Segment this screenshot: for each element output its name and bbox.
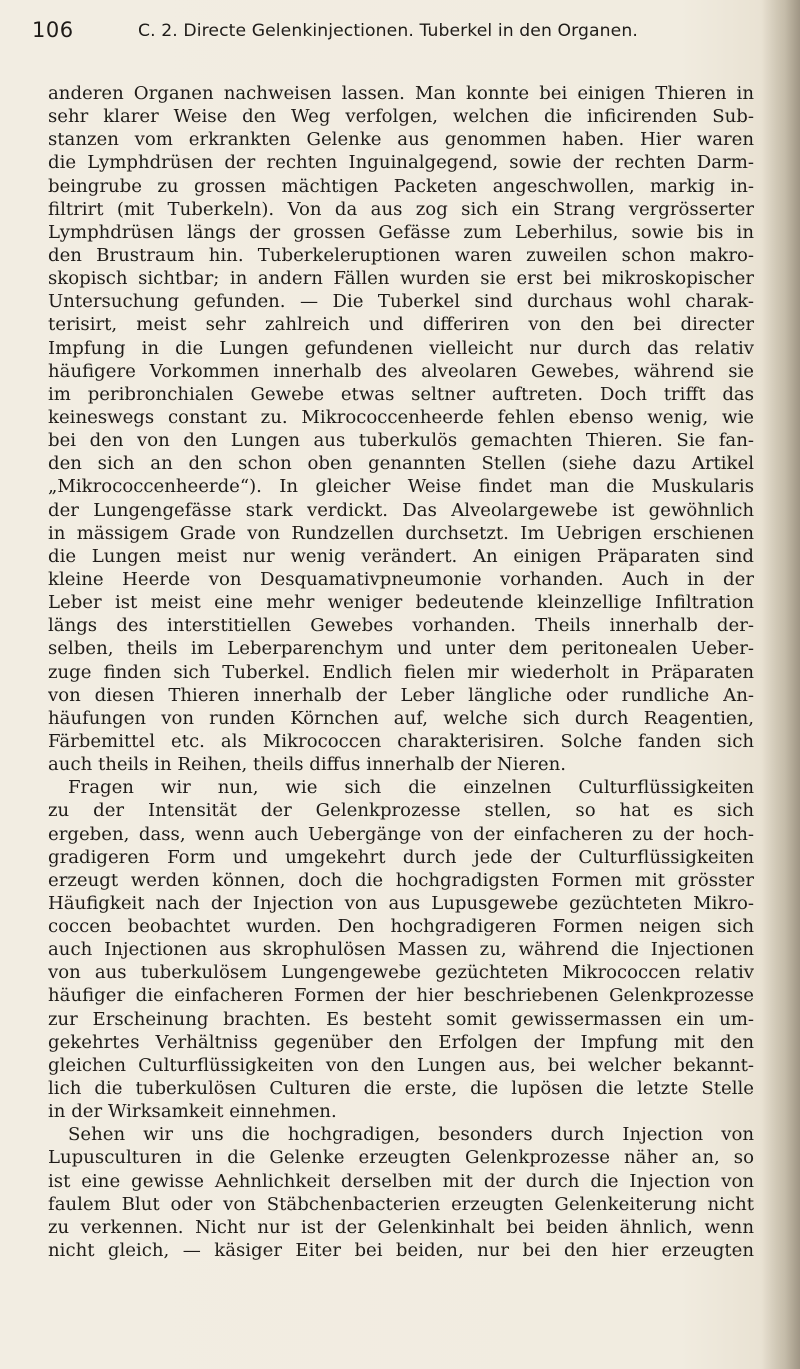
text-line: filtrirt (mit Tuberkeln). Von da aus zog sich ein Strang vergrösserter [48,198,754,220]
page-header [32,18,752,48]
text-line: der Lungengefässe stark verdickt. Das Alveolargewebe ist gewöhnlich [48,499,754,521]
text-line: auch Injectionen aus skrophulösen Massen zu, während die Injectionen [48,939,754,961]
text-line: Leber ist meist eine mehr weniger bedeutende kleinzellige Infiltration [48,592,754,614]
text-line: von aus tuberkulösem Lungengewebe gezüchteten Mikrococcen relativ [48,962,754,984]
text-line: stanzen vom erkrankten Gelenke aus genommen haben. Hier waren [48,129,754,151]
text-line: kleine Heerde von Desquamativpneumonie vorhanden. Auch in der [48,568,754,590]
text-line: ist eine gewisse Aehnlichkeit derselben mit der durch die Injection von [48,1170,754,1192]
text-line: in mässigem Grade von Rundzellen durchsetzt. Im Uebrigen erschienen [48,522,754,544]
text-line: zuge finden sich Tuberkel. Endlich fielen mir wiederholt in Präparaten [48,661,754,683]
text-line: terisirt, meist sehr zahlreich und differiren von den bei directer [48,314,754,336]
text-line: zu der Intensität der Gelenkprozesse stellen, so hat es sich [48,800,754,822]
text-line: die Lymphdrüsen der rechten Inguinalgegend, sowie der rechten Darm- [48,152,754,174]
paragraph-first-line: Fragen wir nun, wie sich die einzelnen Culturflüssigkeiten [68,777,754,799]
text-line: häufiger die einfacheren Formen der hier beschriebenen Gelenkprozesse [48,985,754,1007]
text-line: gradigeren Form und umgekehrt durch jede der Culturflüssigkeiten [48,846,754,868]
text-line: Impfung in die Lungen gefundenen vielleicht nur durch das relativ [48,337,754,359]
text-line: „Mikrococcenheerde“). In gleicher Weise findet man die Muskularis [48,476,754,498]
page-edge-shadow [762,0,800,1369]
text-line: ergeben, dass, wenn auch Uebergänge von der einfacheren zu der hoch- [48,823,754,845]
text-line: den sich an den schon oben genannten Stellen (siehe dazu Artikel [48,453,754,475]
text-line: Untersuchung gefunden. — Die Tuberkel sind durchaus wohl charak- [48,291,754,313]
text-line: von diesen Thieren innerhalb der Leber längliche oder rundliche An- [48,684,754,706]
text-line: bei den von den Lungen aus tuberkulös gemachten Thieren. Sie fan- [48,430,754,452]
paragraph-end-line: auch theils in Reihen, theils diffus innerhalb der Nieren. [48,754,566,776]
text-line: zur Erscheinung brachten. Es besteht somit gewissermassen ein um- [48,1008,754,1030]
text-line: lich die tuberkulösen Culturen die erste, die lupösen die letzte Stelle [48,1078,754,1100]
page-number: 106 [32,18,74,42]
text-line: Lymphdrüsen längs der grossen Gefässe zum Leberhilus, sowie bis in [48,221,754,243]
text-line: selben, theils im Leberparenchym und unter dem peritonealen Ueber- [48,638,754,660]
text-line: längs des interstitiellen Gewebes vorhanden. Theils innerhalb der- [48,615,754,637]
paragraph-first-line: Sehen wir uns die hochgradigen, besonders durch Injection von [68,1124,754,1146]
text-line: sehr klarer Weise den Weg verfolgen, welchen die inficirenden Sub- [48,106,754,128]
text-line: anderen Organen nachweisen lassen. Man konnte bei einigen Thieren in [48,83,754,104]
text-line: beingrube zu grossen mächtigen Packeten angeschwollen, markig in- [48,175,754,197]
text-line: Färbemittel etc. als Mikrococcen charakterisiren. Solche fanden sich [48,730,754,752]
text-line: Häufigkeit nach der Injection von aus Lupusgewebe gezüchteten Mikro- [48,892,754,914]
text-line: gekehrtes Verhältniss gegenüber den Erfolgen der Impfung mit den [48,1031,754,1053]
text-line: erzeugt werden können, doch die hochgradigsten Formen mit grösster [48,869,754,891]
text-line: den Brustraum hin. Tuberkeleruptionen waren zuweilen schon makro- [48,244,754,266]
text-line: skopisch sichtbar; in andern Fällen wurden sie erst bei mikroskopischer [48,268,754,290]
running-head: C. 2. Directe Gelenkinjectionen. Tuberkel in den Organen. [138,21,638,41]
text-line: keineswegs constant zu. Mikrococcenheerde fehlen ebenso wenig, wie [48,406,754,428]
text-line: im peribronchialen Gewebe etwas seltner auftreten. Doch trifft das [48,383,754,405]
text-line: häufigere Vorkommen innerhalb des alveolaren Gewebes, während sie [48,360,754,382]
text-line: häufungen von runden Körnchen auf, welche sich durch Reagentien, [48,707,754,729]
body-text [48,82,754,1262]
text-line: zu verkennen. Nicht nur ist der Gelenkinhalt bei beiden ähnlich, wenn [48,1216,754,1238]
text-line: die Lungen meist nur wenig verändert. An einigen Präparaten sind [48,545,754,567]
text-line: faulem Blut oder von Stäbchenbacterien erzeugten Gelenkeiterung nicht [48,1193,754,1215]
text-line: Lupusculturen in die Gelenke erzeugten Gelenkprozesse näher an, so [48,1147,754,1169]
text-line: nicht gleich, — käsiger Eiter bei beiden, nur bei den hier erzeugten [48,1240,754,1262]
text-line: coccen beobachtet wurden. Den hochgradigeren Formen neigen sich [48,916,754,938]
text-line: gleichen Culturflüssigkeiten von den Lungen aus, bei welcher bekannt- [48,1054,754,1076]
paragraph-end-line: in der Wirksamkeit einnehmen. [48,1101,337,1123]
